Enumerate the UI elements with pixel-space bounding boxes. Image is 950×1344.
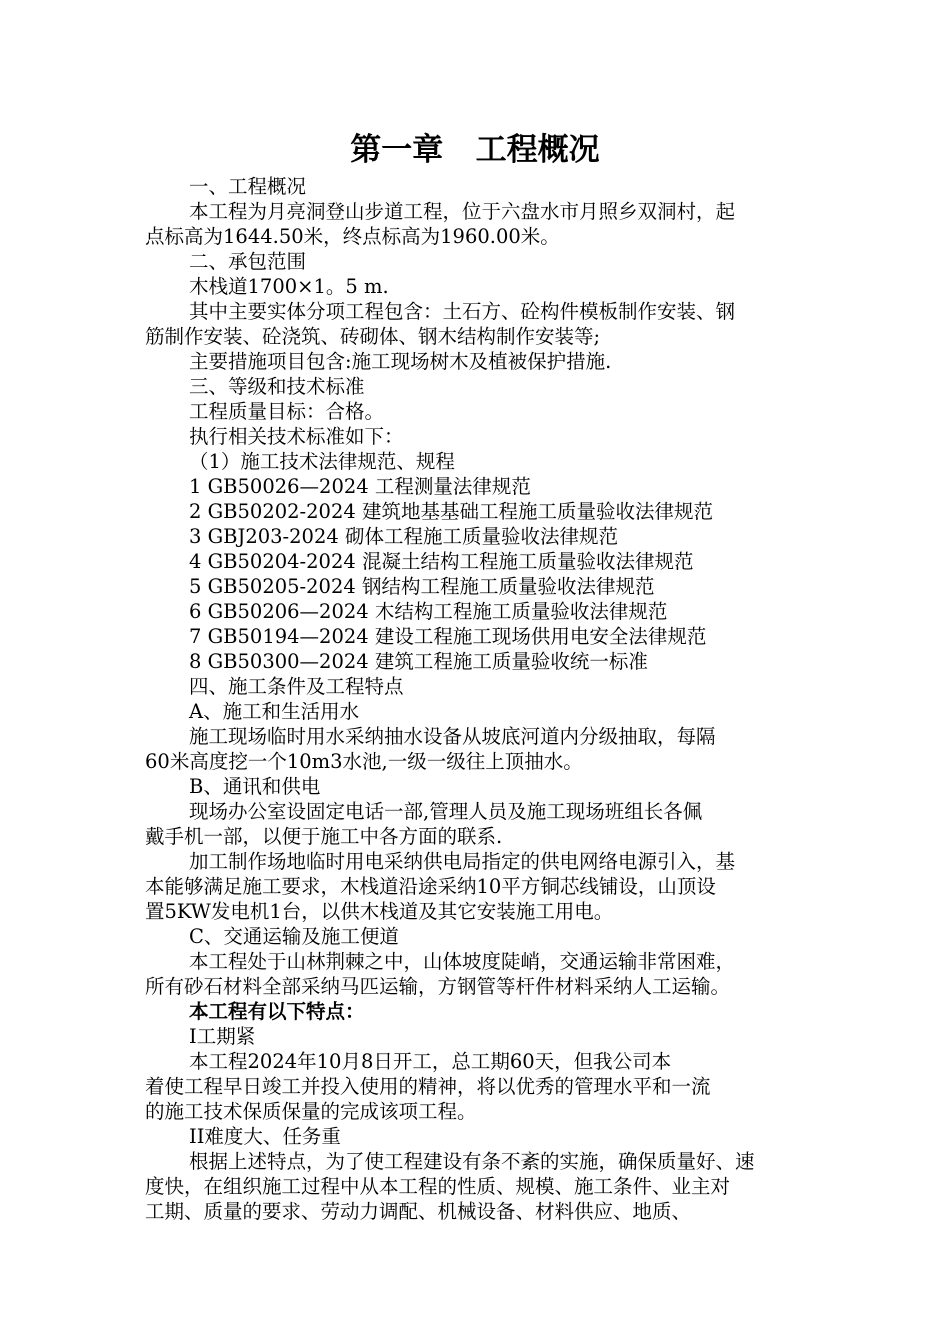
paragraph: 三、等级和技术标准 [189, 375, 365, 398]
paragraph-line: 度快，在组织施工过程中从本工程的性质、规模、施工条件、业主对 [145, 1175, 731, 1198]
document-body [145, 174, 805, 1224]
paragraph-line: 着使工程早日竣工并投入使用的精神，将以优秀的管理水平和一流 [145, 1075, 711, 1098]
paragraph-line: 工期、质量的要求、劳动力调配、机械设备、材料供应、地质、 [145, 1200, 692, 1223]
paragraph: 2 GB50202-2024 建筑地基基础工程施工质量验收法律规范 [189, 500, 713, 523]
paragraph: C、交通运输及施工便道 [189, 925, 399, 948]
paragraph: 4 GB50204-2024 混凝土结构工程施工质量验收法律规范 [189, 550, 694, 573]
paragraph-line: 所有砂石材料全部采纳马匹运输，方钢管等杆件材料采纳人工运输。 [145, 975, 731, 998]
paragraph [145, 799, 805, 849]
paragraph: 7 GB50194—2024 建设工程施工现场供用电安全法律规范 [189, 625, 707, 648]
chapter-title: 第一章 工程概况 [350, 132, 600, 168]
paragraph: 工程质量目标：合格。 [189, 400, 385, 423]
paragraph-line: 本工程为月亮洞登山步道工程，位于六盘水市月照乡双洞村，起 [189, 200, 736, 223]
paragraph [145, 849, 805, 924]
paragraph-line: 现场办公室设固定电话一部,管理人员及施工现场班组长各佩 [189, 800, 703, 823]
paragraph-line: 戴手机一部，以便于施工中各方面的联系. [145, 825, 503, 848]
paragraph: 主要措施项目包含:施工现场树木及植被保护措施. [189, 350, 612, 373]
paragraph-line: 施工现场临时用水采纳抽水设备从坡底河道内分级抽取，每隔 [189, 725, 716, 748]
paragraph: 二、承包范围 [189, 250, 307, 273]
paragraph: B、通讯和供电 [189, 775, 321, 798]
paragraph-line: 置5KW发电机1台，以供木栈道及其它安装施工用电。 [145, 900, 614, 923]
paragraph: 8 GB50300—2024 建筑工程施工质量验收统一标准 [189, 650, 648, 673]
paragraph: 一、工程概况 [189, 175, 307, 198]
paragraph: 本工程有以下特点： [189, 1000, 365, 1023]
paragraph-line: 本能够满足施工要求，木栈道沿途采纳10平方铜芯线铺设，山顶设 [145, 875, 716, 898]
paragraph [145, 299, 805, 349]
paragraph: A、施工和生活用水 [189, 700, 360, 723]
paragraph: 1 GB50026—2024 工程测量法律规范 [189, 475, 531, 498]
paragraph-line: 60米高度挖一个10m3水池,一级一级往上顶抽水。 [145, 750, 583, 773]
paragraph-line: 本工程处于山林荆棘之中，山体坡度陡峭，交通运输非常困难， [189, 950, 736, 973]
paragraph [145, 1149, 805, 1224]
paragraph [145, 949, 805, 999]
paragraph: I工期紧 [189, 1025, 256, 1048]
paragraph-line: 加工制作场地临时用电采纳供电局指定的供电网络电源引入，基 [189, 850, 736, 873]
paragraph [145, 199, 805, 249]
paragraph: 执行相关技术标准如下： [189, 425, 404, 448]
paragraph-line: 本工程2024年10月8日开工，总工期60天，但我公司本 [189, 1050, 672, 1073]
paragraph-line: 筋制作安装、砼浇筑、砖砌体、钢木结构制作安装等; [145, 325, 601, 348]
paragraph: （1）施工技术法律规范、规程 [189, 450, 455, 473]
paragraph-line: 的施工技术保质保量的完成该项工程。 [145, 1100, 477, 1123]
paragraph: II难度大、任务重 [189, 1125, 341, 1148]
paragraph: 3 GBJ203-2024 砌体工程施工质量验收法律规范 [189, 525, 618, 548]
paragraph: 四、施工条件及工程特点 [189, 675, 404, 698]
paragraph-line: 其中主要实体分项工程包含：土石方、砼构件模板制作安装、钢 [189, 300, 736, 323]
paragraph [145, 724, 805, 774]
paragraph: 木栈道1700×1。5 m. [189, 275, 389, 298]
paragraph-line: 点标高为1644.50米，终点标高为1960.00米。 [145, 225, 560, 248]
paragraph-line: 根据上述特点，为了使工程建设有条不紊的实施，确保质量好、速 [189, 1150, 755, 1173]
paragraph: 5 GB50205-2024 钢结构工程施工质量验收法律规范 [189, 575, 655, 598]
paragraph [145, 1049, 805, 1124]
paragraph: 6 GB50206—2024 木结构工程施工质量验收法律规范 [189, 600, 668, 623]
